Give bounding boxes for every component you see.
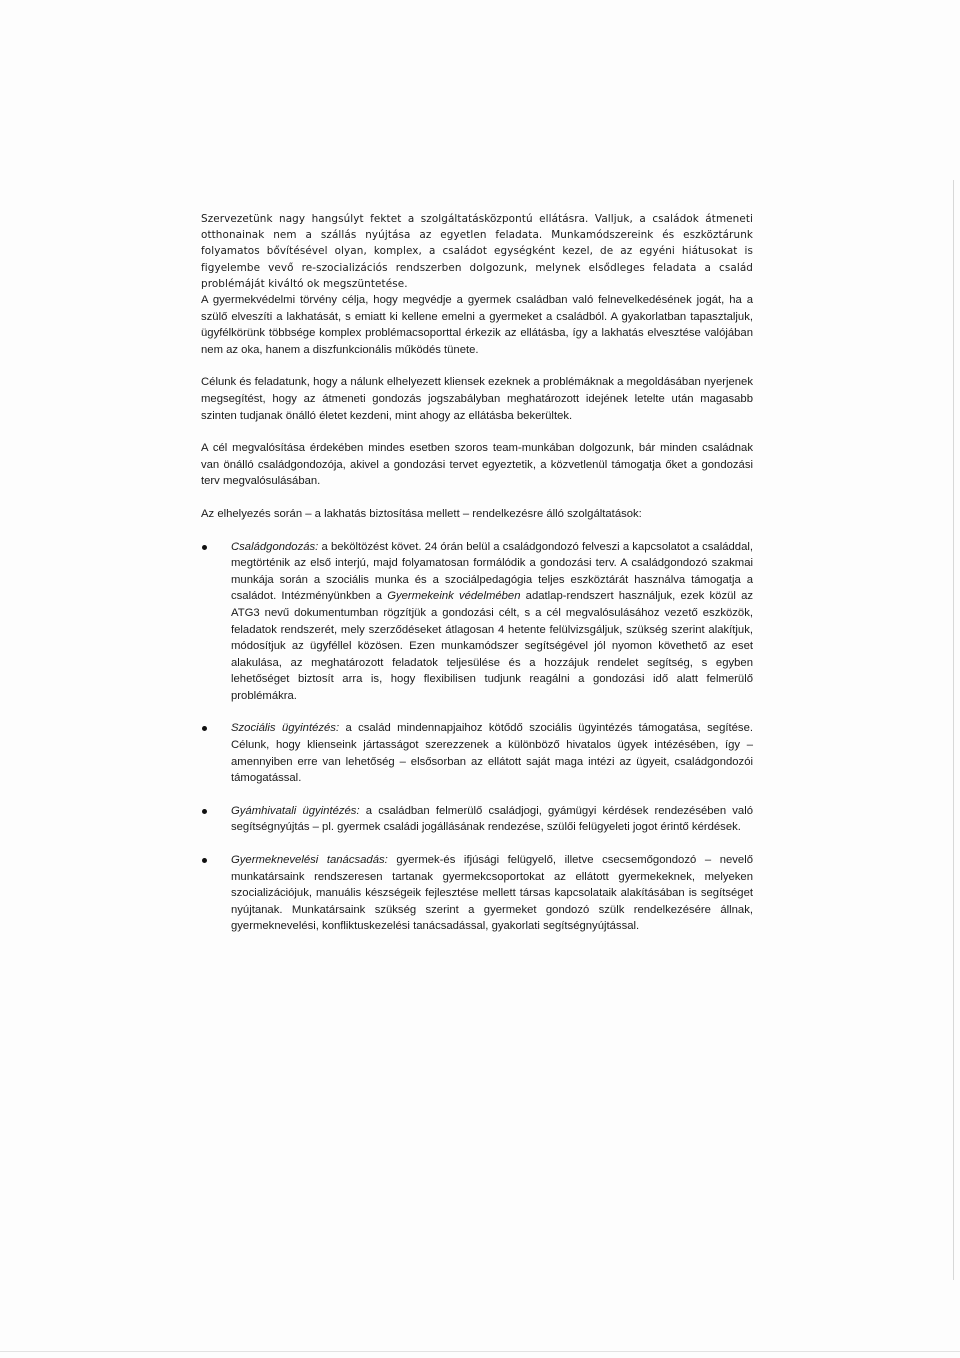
list-item-social-administration (201, 720, 753, 786)
list-item-guardianship-administration (201, 803, 753, 836)
paragraph-child-protection-law: A gyermekvédelmi törvény célja, hogy megvédje a gyermek családban való felnevelkedésének jogát, ha a szülő elveszíti a lakhatását, s emiatt ki kellene emelni a gyermeket a családból. A gyakorlatban tapasztaljuk, ügyfélkörünk többsége komplex problémacsoporttal érkezik az ellátásba, így a lakhatás elvesztése valójában nem az oka, hanem a diszfunkcionális működés tünete. (201, 294, 753, 356)
services-list (201, 539, 753, 935)
paragraph-gap (201, 490, 753, 506)
bullet-icon (202, 809, 207, 814)
bullet-icon (202, 726, 207, 731)
paragraph-service-orientation: Szervezetünk nagy hangsúlyt fektet a szolgáltatásközpontú ellátásra. Valljuk, a családok átmeneti otthonainak nem a szállás nyújtása az egyetlen feladata. Munkamódszereink és eszköztárunk folyamatos bővítésével olyan, komplex, a családot egységként kezel, de az egyéni hiátusokat is figyelembe vevő re-szocializációs rendszerben dolgozunk, melynek elsődleges feladata a család problémáját kiváltó ok megszüntetése. (201, 213, 753, 290)
scan-edge-right (953, 180, 954, 1280)
list-item-parenting-counselling (201, 852, 753, 935)
bullet-term: Gyámhivatali ügyintézés: (231, 804, 360, 817)
document-body (201, 211, 753, 951)
bullet-italic-phrase: Gyermekeink védelmében (387, 590, 521, 603)
bullet-term: Szociális ügyintézés: (231, 722, 340, 735)
paragraph-gap (201, 358, 753, 374)
bullet-text: a családban felmerülő családjogi, gyámügyi kérdések rendezésében való segítségnyújtás – pl. gyermek családi jogállásának rendezése, szülői felügyeleti jogot érintő kérdések. (231, 804, 753, 834)
bullet-text-continued: adatlap-rendszert használjuk, ezek közül az ATG3 nevű dokumentumban rögzítjük a gondozási célt, s a cél megvalósulásához vezető eszközök, feladatok rendszerét, mely szerződéseket átlagosan 4 hetente felülvizsgáljuk, szükség szerint alakítjuk, módosítjuk az ügyféllel közösen. Ezen munkamódszer segítségével jól nyomon követhető az eset alakulása, az meghatározott feladatok teljesülése és a hozzájuk rendelet segítség, s egyben lehetőséget biztosít arra is, hogy flexibilisen tudjunk reagálni a gondozási idő alatt felmerülő problémákra. (231, 590, 753, 702)
bullet-text: a család mindennapjaihoz kötődő szociális ügyintézés támogatása, segítése. Célunk, hogy klienseink jártasságot szerezzenek a különböző hivatalos ügyek intézésében, így – amennyiben erre van lehetőség – elsősorban az ellátott saját maga intézi az ügyeit, családgondozói támogatással. (231, 722, 753, 785)
paragraph-services-intro: Az elhelyezés során – a lakhatás biztosítása mellett – rendelkezésre álló szolgáltatások: (201, 507, 642, 520)
bullet-icon (202, 858, 207, 863)
bullet-text: gyermek-és ifjúsági felügyelő, illetve csecsemőgondozó – nevelő munkatársaink rendszeresen tartanak gyermekcsoportokat az ellátott gyermekeknek, melyeken szocializációjuk, manuális készségeik fejlesztése mellett társas kapcsolataik alakításában is segítséget nyújtanak. Munkatársaink szükség szerint a gyermeket gondozó szülk rendelkezésére állnak, gyermeknevelési, konfliktuskezelési tanácsadással, gyakorlati segítségnyújtással. (231, 854, 753, 933)
paragraph-gap (201, 424, 753, 440)
bullet-text: a beköltözést követ. 24 órán belül a családgondozó felveszi a kapcsolatot a családdal, megtörténik az első interjú, majd folyamatosan formálódik a gondozási terv. A családgondozó szakmai munkája során a szociális munka és a szociálpedagógia teljes eszköztárát használva támogatja a családot. Intézményünkben a (231, 540, 753, 603)
paragraph-goals: Célunk és feladatunk, hogy a nálunk elhelyezett kliensek ezeknek a problémáknak a megoldásában nyerjenek megsegítést, hogy az átmeneti gondozás jogszabályban meghatározott idejének letelte után magasabb szinten tudjanak önálló életet kezdeni, mint ahogy az ellátásba bekerültek. (201, 376, 753, 422)
paragraph-teamwork: A cél megvalósítása érdekében mindes esetben szoros team-munkában dolgozunk, bár minden családnak van önálló családgondozója, akivel a gondozási tervet egyeztetik, a közvetlenül támogatja őket a gondozási terv megvalósulásában. (201, 442, 753, 488)
list-item-family-care (201, 539, 753, 705)
bullet-term: Családgondozás: (231, 540, 319, 553)
bullet-icon (202, 545, 207, 550)
bullet-term: Gyermeknevelési tanácsadás: (231, 854, 388, 867)
scan-edge-bottom (0, 1351, 960, 1352)
